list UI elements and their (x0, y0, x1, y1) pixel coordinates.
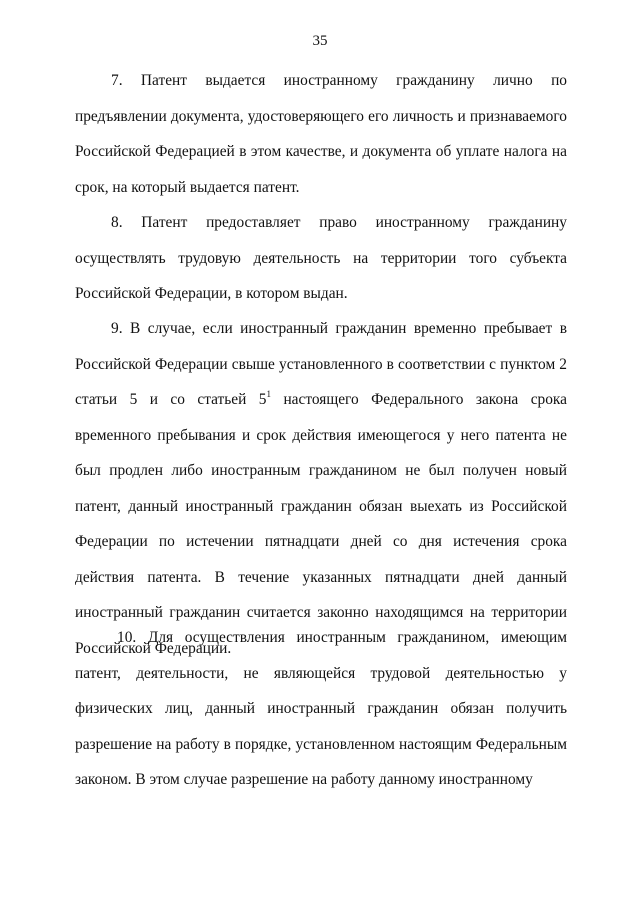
paragraph-8: 8. Патент предоставляет право иностранному гражданину осуществлять трудовую деятельность на территории того субъекта Российской Федерации, в котором выдан. (75, 214, 567, 302)
paragraph-9-text-before-sup: 9. В случае, если иностранный гражданин временно пребывает в Российской Федерации свыше установленного в соответствии с пунктом 2 статьи 5 и со статьей 5 (75, 320, 567, 408)
page-number: 35 (312, 33, 328, 49)
paragraph-9 (75, 311, 567, 666)
superscript-1: 1 (266, 389, 271, 399)
paragraph-7: 7. Патент выдается иностранному гражданину лично по предъявлении документа, удостоверяющего его личность и признаваемого Российской Федерацией в этом качестве, и документа об уплате налога на срок, на который выдается патент. (75, 72, 567, 196)
paragraph-9-text-after-sup: настоящего Федерального закона срока временного пребывания и срок действия имеющегося у него патента не был продлен либо иностранным гражданином не был получен новый патент, данный иностранный гражданин обязан выехать из Российской Федерации по истечении пятнадцати дней со дня истечения срока действия патента. В течение указанных пятнадцати дней данный иностранный гражданин считается законно находящимся на территории Российской Федерации. (75, 391, 567, 657)
paragraph-10: 10. Для осуществления иностранным гражданином, имеющим патент, деятельности, не являющейся трудовой деятельностью у физических лиц, данный иностранный гражданин обязан получить разрешение на работу в порядке, установленном настоящим Федеральным законом. В этом случае разрешение на работу данному иностранному (75, 629, 567, 788)
